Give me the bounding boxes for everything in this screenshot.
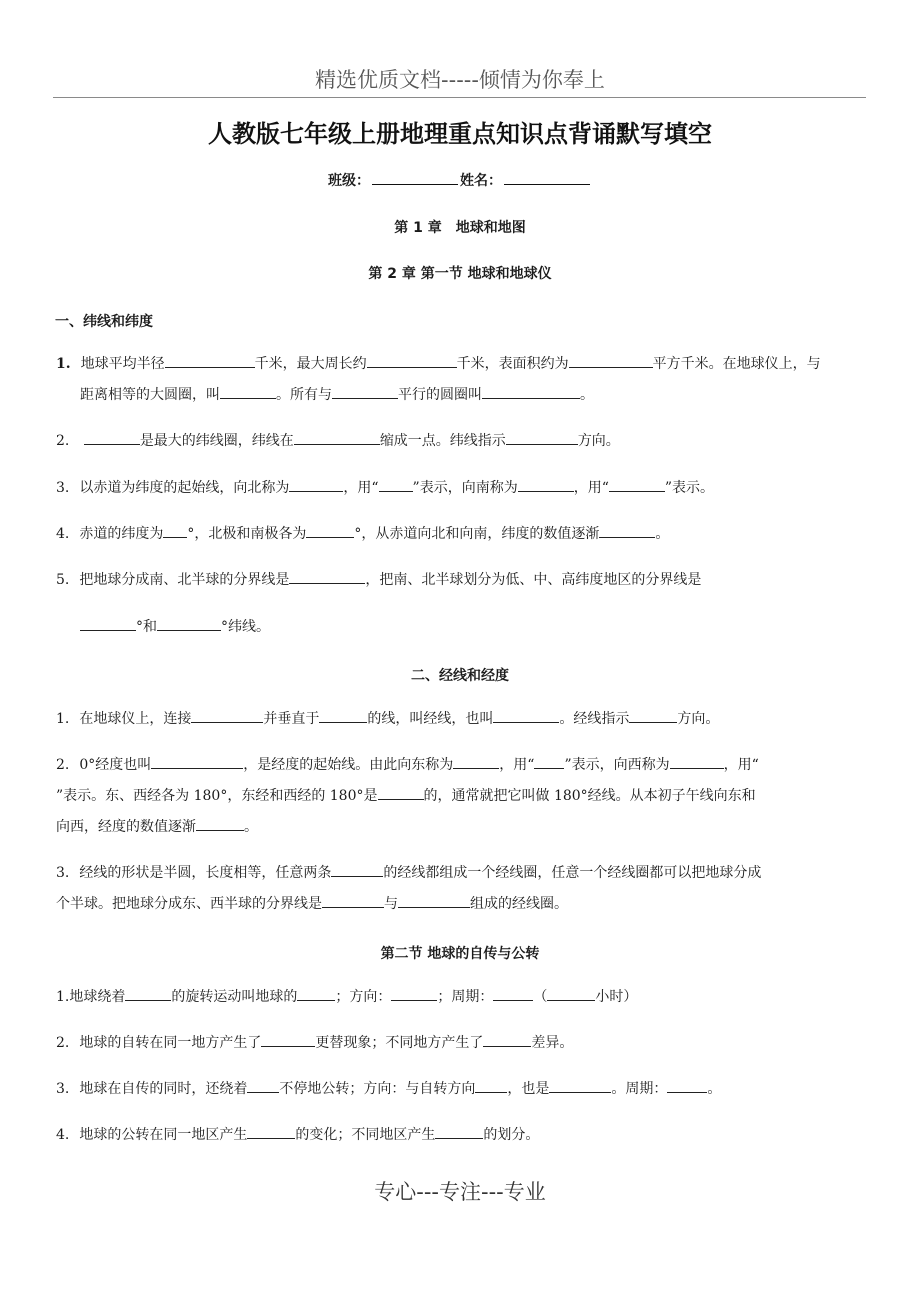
answer-blank[interactable] (247, 1124, 295, 1139)
question-text: ；方向： (335, 989, 392, 1005)
question-lat-3 (56, 473, 868, 504)
question-text: ”表示。 (664, 480, 715, 496)
question-number: 2. (56, 433, 70, 449)
question-number: 3. (56, 1081, 70, 1097)
question-text: 经线的形状是半圆，长度相等，任意两条 (79, 865, 332, 881)
answer-blank[interactable] (378, 785, 424, 800)
answer-blank[interactable] (297, 986, 335, 1001)
answer-blank[interactable] (80, 616, 136, 631)
answer-blank[interactable] (453, 754, 499, 769)
question-text: 地球在自传的同时，还绕着 (79, 1081, 248, 1097)
answer-blank[interactable] (670, 754, 724, 769)
answer-blank[interactable] (391, 986, 437, 1001)
question-text: 1.地球绕着 (56, 989, 126, 1005)
chapter-heading: 第 1 章 地球和地图 (394, 220, 526, 236)
question-text: 。 (655, 526, 670, 542)
question-text: 。周期： (611, 1081, 668, 1097)
answer-blank[interactable] (629, 708, 677, 723)
answer-blank[interactable] (289, 477, 343, 492)
question-text: 的，通常就把它叫做 180°经线。从本初子午线向东和 (423, 788, 756, 804)
question-text: 。 (707, 1081, 722, 1097)
question-text: 方向。 (677, 711, 720, 727)
question-text: ，用“ (499, 757, 535, 773)
question-lon-3 (56, 858, 868, 920)
question-number: 2. (56, 1035, 70, 1051)
answer-blank[interactable] (332, 384, 398, 399)
question-text: °纬线。 (221, 619, 270, 635)
answer-blank[interactable] (247, 1078, 279, 1093)
question-text: ，把南、北半球划分为低、中、高纬度地区的分界线是 (365, 572, 702, 588)
answer-blank[interactable] (306, 523, 354, 538)
question-number: 1. (56, 356, 71, 372)
answer-blank[interactable] (125, 986, 171, 1001)
question-text: 的变化；不同地区产生 (295, 1127, 436, 1143)
answer-blank[interactable] (549, 1078, 611, 1093)
class-label: 班级： (328, 173, 370, 189)
page-footer: 专心---专注---专业 (374, 1180, 546, 1204)
question-text: 并垂直于 (263, 711, 320, 727)
question-text: 小时） (595, 989, 638, 1005)
answer-blank[interactable] (493, 708, 559, 723)
question-text: ，用“ (573, 480, 609, 496)
answer-blank[interactable] (84, 430, 140, 445)
question-text: 方向。 (577, 433, 620, 449)
answer-blank[interactable] (667, 1078, 707, 1093)
answer-blank[interactable] (331, 862, 383, 877)
answer-blank[interactable] (398, 893, 470, 908)
answer-blank[interactable] (319, 708, 367, 723)
question-text: ”表示，向南称为 (412, 480, 518, 496)
question-text: 地球的公转在同一地区产生 (79, 1127, 248, 1143)
question-rot-2 (56, 1028, 868, 1059)
answer-blank[interactable] (475, 1078, 507, 1093)
question-text: （ (533, 989, 548, 1005)
question-number: 3. (56, 480, 70, 496)
question-number: 4. (56, 526, 70, 542)
question-lon-1 (56, 704, 868, 735)
question-number: 5. (56, 572, 70, 588)
answer-blank[interactable] (165, 353, 255, 368)
question-text: °和 (136, 619, 157, 635)
question-text: 的旋转运动叫地球的 (171, 989, 298, 1005)
question-text: 平方千米。在地球仪上，与 (652, 356, 821, 372)
question-text: 不停地公转；方向：与自转方向 (279, 1081, 476, 1097)
answer-blank[interactable] (294, 430, 380, 445)
question-lat-2 (56, 426, 868, 457)
question-text: 。所有与 (276, 387, 332, 403)
question-rot-4 (56, 1120, 868, 1151)
question-text: 千米，最大周长约 (254, 356, 367, 372)
question-text: 缩成一点。纬线指示 (379, 433, 506, 449)
question-text: 在地球仪上，连接 (79, 711, 192, 727)
question-text: 的经线都组成一个经线圈，任意一个经线圈都可以把地球分成 (383, 865, 762, 881)
answer-blank[interactable] (191, 708, 263, 723)
question-text: 向西，经度的数值逐渐 (56, 819, 196, 835)
question-text: 的线，叫经线，也叫 (367, 711, 494, 727)
answer-blank[interactable] (518, 477, 574, 492)
answer-blank[interactable] (599, 523, 655, 538)
class-blank[interactable] (372, 170, 458, 185)
question-text: 把地球分成南、北半球的分界线是 (79, 572, 290, 588)
question-text: °，从赤道向北和向南，纬度的数值逐渐 (354, 526, 600, 542)
answer-blank[interactable] (157, 616, 221, 631)
question-lat-5 (56, 565, 868, 643)
question-text: ”表示。东、西经各为 180°，东经和西经的 180°是 (56, 788, 378, 804)
question-text: 个半球。把地球分成东、西半球的分界线是 (56, 896, 322, 912)
question-text: ；周期： (437, 989, 494, 1005)
answer-blank[interactable] (482, 384, 580, 399)
answer-blank[interactable] (609, 477, 665, 492)
question-text: 平行的圆圈叫 (398, 387, 482, 403)
question-text: ，用“ (723, 757, 759, 773)
answer-blank[interactable] (483, 1032, 531, 1047)
question-text: 组成的经线圈。 (470, 896, 568, 912)
section-heading: 第 2 章 第一节 地球和地球仪 (368, 266, 552, 282)
question-text: ，也是 (507, 1081, 550, 1097)
answer-blank[interactable] (196, 816, 244, 831)
subsection-heading-latitude: 一、纬线和纬度 (55, 314, 153, 330)
answer-blank[interactable] (261, 1032, 315, 1047)
page-header: 精选优质文档-----倾情为你奉上 (315, 68, 605, 92)
question-rot-3 (56, 1074, 868, 1105)
question-lon-2 (56, 750, 868, 843)
question-text: 差异。 (531, 1035, 574, 1051)
answer-blank[interactable] (367, 353, 457, 368)
question-text: 赤道的纬度为 (79, 526, 164, 542)
header-divider (53, 97, 866, 98)
question-text: 。 (580, 387, 594, 403)
question-text: 0°经度也叫 (79, 757, 152, 773)
question-number: 4. (56, 1127, 70, 1143)
question-text: 以赤道为纬度的起始线，向北称为 (79, 480, 290, 496)
section-heading-rotation: 第二节 地球的自传与公转 (380, 946, 540, 962)
answer-blank[interactable] (220, 384, 276, 399)
question-text: 更替现象；不同地方产生了 (315, 1035, 484, 1051)
question-text: 距离相等的大圆圈，叫 (80, 387, 220, 403)
answer-blank[interactable] (547, 986, 595, 1001)
question-rot-1 (56, 982, 868, 1013)
question-text: 。 (244, 819, 258, 835)
answer-blank[interactable] (322, 893, 384, 908)
question-text: 的划分。 (483, 1127, 540, 1143)
question-text: ，用“ (343, 480, 379, 496)
answer-blank[interactable] (493, 986, 533, 1001)
question-text: 千米，表面积约为 (456, 356, 569, 372)
name-label: 姓名： (460, 173, 502, 189)
answer-blank[interactable] (534, 754, 564, 769)
question-number: 1. (56, 711, 70, 727)
question-text: °，北极和南极各为 (187, 526, 307, 542)
answer-blank[interactable] (506, 430, 578, 445)
question-text: 与 (384, 896, 398, 912)
question-lat-1 (56, 349, 868, 411)
question-lat-4 (56, 519, 868, 550)
document-title: 人教版七年级上册地理重点知识点背诵默写填空 (208, 120, 712, 148)
answer-blank[interactable] (569, 353, 653, 368)
question-number: 3. (56, 865, 70, 881)
name-blank[interactable] (504, 170, 590, 185)
question-text: 地球平均半径 (80, 356, 165, 372)
answer-blank[interactable] (151, 754, 243, 769)
answer-blank[interactable] (289, 569, 365, 584)
question-text: 是最大的纬线圈，纬线在 (139, 433, 294, 449)
question-number: 2. (56, 757, 70, 773)
class-name-line (0, 170, 920, 190)
question-text: ，是经度的起始线。由此向东称为 (243, 757, 454, 773)
question-text: 。经线指示 (559, 711, 630, 727)
answer-blank[interactable] (435, 1124, 483, 1139)
question-text: ”表示，向西称为 (564, 757, 670, 773)
answer-blank[interactable] (379, 477, 413, 492)
question-text: 地球的自转在同一地方产生了 (79, 1035, 262, 1051)
answer-blank[interactable] (163, 523, 187, 538)
subsection-heading-longitude: 二、经线和经度 (411, 668, 509, 684)
